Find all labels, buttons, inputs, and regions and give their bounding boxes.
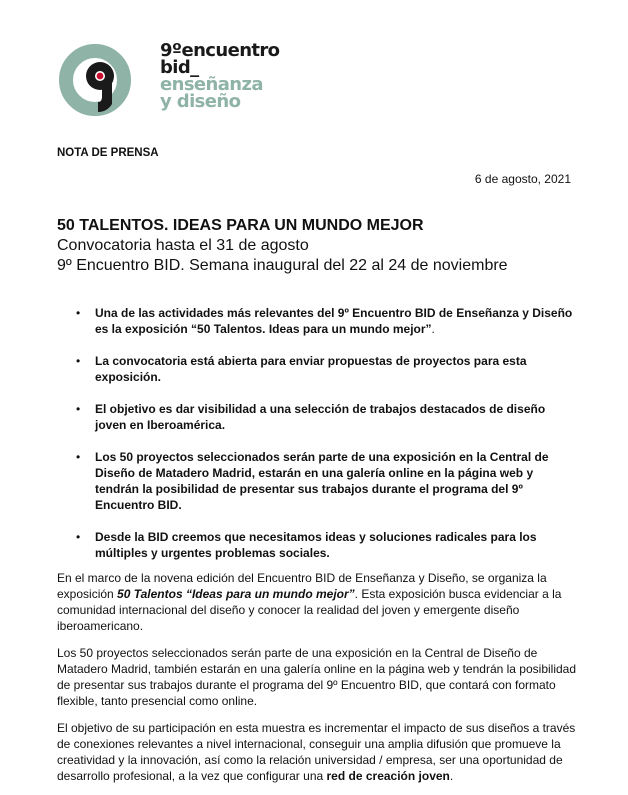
network-highlight: red de creación joven <box>326 769 450 783</box>
bullet-icon: • <box>76 530 81 544</box>
headline-subtitle-deadline: Convocatoria hasta el 31 de agosto <box>57 237 309 254</box>
logo-line-1: 9ºencuentro <box>160 40 280 61</box>
body-text <box>57 570 577 795</box>
bullet-text: Los 50 proyectos seleccionados serán parte de una exposición en la Central de Diseño de Matadero Madrid, estarán en una galería online en la página web y tendrán la posibilidad de presentar sus trabajos durante el programa del 9º Encuentro BID. <box>95 450 549 512</box>
press-release-label: NOTA DE PRENSA <box>57 147 159 159</box>
paragraph-objective <box>57 720 577 784</box>
list-item <box>76 353 576 385</box>
headline-subtitle-event: 9º Encuentro BID. Semana inaugural del 22 al 24 de noviembre <box>57 257 508 274</box>
headline-title: 50 TALENTOS. IDEAS PARA UN MUNDO MEJOR <box>57 217 424 234</box>
bullet-text: Una de las actividades más relevantes del 9º Encuentro BID de Enseñanza y Diseño es la exposición “50 Talentos. Ideas para un mundo mejor” <box>95 306 573 336</box>
bullet-text: El objetivo es dar visibilidad a una selección de trabajos destacados de diseño joven en Iberoamérica. <box>95 402 546 432</box>
logo-line-2: bid_ <box>160 57 199 78</box>
headline-block <box>57 216 577 276</box>
bullet-icon: • <box>76 402 81 416</box>
bullet-text: Desde la BID creemos que necesitamos ideas y soluciones radicales para los múltiples y urgentes problemas sociales. <box>95 530 537 560</box>
bullet-icon: • <box>76 354 81 368</box>
paragraph-objective-end: . <box>449 769 454 783</box>
bullet-icon: • <box>76 306 81 320</box>
list-item <box>76 449 576 513</box>
key-points-list <box>76 305 576 577</box>
paragraph-objective-start: El objetivo de su participación en esta muestra es incrementar el impacto de sus diseños a través de conexiones relevantes a nivel internacional, conseguir una amplia difusión que promueve la creatividad y la innovación, así como la relación universidad / empresa, ser una oportunidad de desarrollo profesional, a la vez que configurar una <box>57 721 576 783</box>
logo-wordmark <box>160 42 279 110</box>
nine-logo-icon <box>57 42 133 118</box>
paragraph-intro-end: . Esta exposición busca evidenciar a la comunidad internacional del diseño y conocer la realidad del joven y emergente diseño iberoamericano. <box>57 587 562 633</box>
paragraph-intro <box>57 570 577 634</box>
list-item <box>76 401 576 433</box>
list-item <box>76 305 576 337</box>
paragraph-selection: Los 50 proyectos seleccionados serán parte de una exposición en la Central de Diseño de Matadero Madrid, también estarán en una galería online en la página web y tendrán la posibilidad de presentar sus trabajos durante el programa del 9º Encuentro BID, que contará con formato flexible, tanto presencial como online. <box>57 646 577 708</box>
logo-line-4: y diseño <box>160 91 241 112</box>
paragraph-intro-start: En el marco de la novena edición del Encuentro BID de Enseñanza y Diseño, se organiza la exposición <box>57 571 547 601</box>
event-logo <box>57 40 280 116</box>
bullet-icon: • <box>76 450 81 464</box>
exhibition-name: 50 Talentos “Ideas para un mundo mejor” <box>117 587 355 601</box>
list-item <box>76 529 576 561</box>
release-date: 6 de agosto, 2021 <box>474 172 571 186</box>
logo-line-3: enseñanza <box>160 74 263 95</box>
bullet-tail: . <box>431 322 435 336</box>
bullet-text: La convocatoria está abierta para enviar propuestas de proyectos para esta exposición. <box>95 354 527 384</box>
